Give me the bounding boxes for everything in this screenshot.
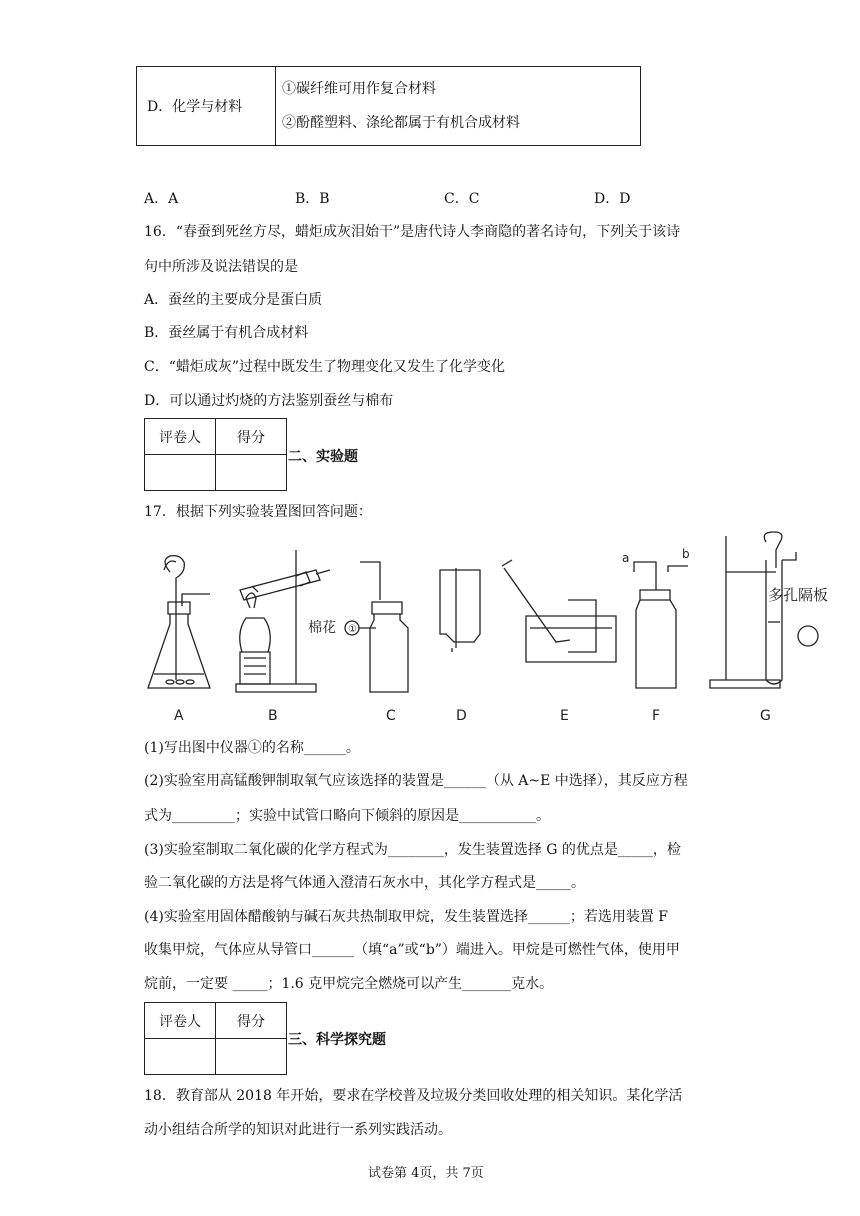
- port-a-label: a: [622, 551, 630, 565]
- score-cell: [216, 1039, 287, 1075]
- q18-line-1: 18．教育部从 2018 年开始，要求在学校普及垃圾分类回收处理的相关知识。某化学活: [144, 1088, 683, 1104]
- q17-line-4: (3)实验室制取二氧化碳的化学方程式为________，发生装置选择 G 的优点是_____，检: [144, 842, 681, 858]
- apparatus-f: [622, 547, 690, 724]
- q18-line-2: 动小组结合所学的知识对此进行一系列实践活动。: [144, 1122, 452, 1138]
- q17-line-6: (4)实验室用固体醋酸钠与碱石灰共热制取甲烷，发生装置选择______；若选用装置 F: [144, 909, 668, 925]
- table-item: ②酚醛塑料、涤纶都属于有机合成材料: [282, 115, 520, 131]
- q15-option-a: A．A: [144, 191, 179, 207]
- q15-option-b: B．B: [295, 191, 330, 207]
- score-cell: [216, 455, 287, 491]
- label-a: A: [174, 708, 184, 724]
- grader-label: 评卷人: [145, 419, 216, 455]
- q16-option-d: D．可以通过灼烧的方法鉴别蚕丝与棉布: [144, 393, 394, 409]
- apparatus-figure: [140, 532, 829, 724]
- label-f: F: [652, 708, 661, 724]
- q17-line-1: (1)写出图中仪器①的名称______。: [144, 740, 360, 756]
- score-label: 得分: [216, 419, 287, 455]
- label-e: E: [560, 708, 569, 724]
- apparatus-a: [148, 556, 210, 724]
- table-item: ①碳纤维可用作复合材料: [282, 81, 436, 97]
- q15-option-d: D．D: [594, 191, 631, 207]
- apparatus-g: [710, 532, 828, 724]
- q16-stem-line1: 16．“春蚕到死丝方尽，蜡炬成灰泪始干”是唐代诗人李商隐的著名诗句，下列关于该诗: [144, 224, 681, 240]
- section-title-experiment: 二、实验题: [288, 449, 358, 465]
- score-box: [144, 418, 287, 491]
- table-items: [276, 67, 641, 146]
- label-c: C: [386, 708, 396, 724]
- apparatus-e: [502, 560, 616, 724]
- port-b-label: b: [682, 547, 690, 561]
- label-b: B: [268, 708, 278, 724]
- material-table: [136, 66, 641, 146]
- apparatus-c: [345, 562, 408, 724]
- cotton-label: 棉花: [308, 620, 336, 636]
- page-footer: 试卷第 4页，共 7页: [368, 1166, 484, 1181]
- score-box: [144, 1002, 287, 1075]
- q17-line-3: 式为_________；实验中试管口略向下倾斜的原因是___________。: [144, 808, 550, 824]
- apparatus-d: [440, 568, 480, 724]
- q17-line-7: 收集甲烷，气体应从导管口______（填“a”或“b”）端进入。甲烷是可燃性气体，使用甲: [144, 942, 680, 958]
- q16-stem-line2: 句中所涉及说法错误的是: [144, 259, 298, 275]
- section-title-inquiry: 三、科学探究题: [288, 1032, 386, 1048]
- label-d: D: [456, 708, 467, 724]
- grader-label: 评卷人: [145, 1003, 216, 1039]
- q17-line-2: (2)实验室用高锰酸钾制取氧气应该选择的装置是______（从 A~E 中选择），其反应方程: [144, 773, 688, 789]
- circle-one-label: ①: [348, 624, 357, 635]
- grader-cell: [145, 1039, 216, 1075]
- porous-plate-label: 多孔隔板: [768, 586, 829, 604]
- label-g: G: [760, 708, 771, 724]
- q16-option-b: B．蚕丝属于有机合成材料: [144, 325, 309, 341]
- apparatus-b: [236, 550, 336, 724]
- q16-option-c: C．“蜡炬成灰”过程中既发生了物理变化又发生了化学变化: [144, 359, 506, 375]
- q15-option-c: C．C: [444, 191, 480, 207]
- score-label: 得分: [216, 1003, 287, 1039]
- q17-line-8: 烷前，一定要 _____；1.6 克甲烷完全燃烧可以产生_______克水。: [144, 976, 554, 992]
- table-category: D．化学与材料: [137, 67, 276, 146]
- q17-stem: 17．根据下列实验装置图回答问题：: [144, 504, 372, 520]
- q16-option-a: A．蚕丝的主要成分是蛋白质: [144, 292, 323, 308]
- grader-cell: [145, 455, 216, 491]
- q17-line-5: 验二氧化碳的方法是将气体通入澄清石灰水中，其化学方程式是_____。: [144, 875, 585, 891]
